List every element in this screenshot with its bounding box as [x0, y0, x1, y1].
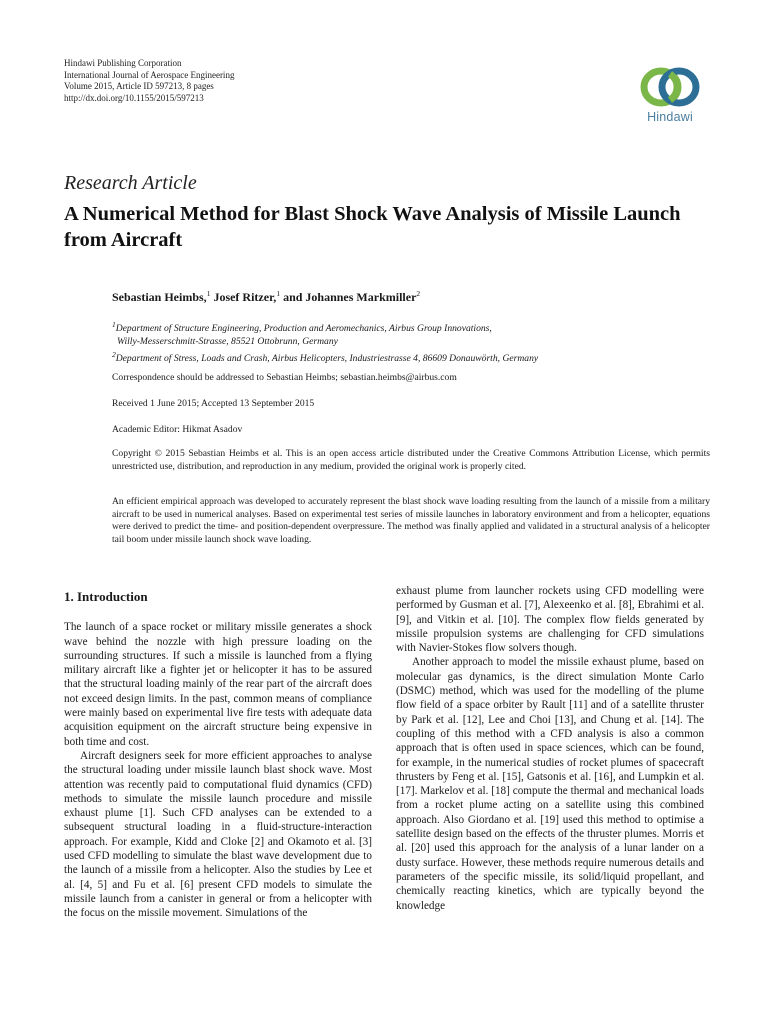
hindawi-logo: [632, 66, 708, 124]
article-type: Research Article: [64, 172, 197, 194]
doi-link[interactable]: http://dx.doi.org/10.1155/2015/597213: [64, 92, 204, 103]
affiliation-1: $^1$Department of Structure Engineering, Production and Aeromechanics, Airbus Group Innovations,: [112, 320, 492, 335]
author-list: [112, 289, 420, 305]
academic-editor: Academic Editor: Hikmat Asadov: [112, 424, 243, 435]
received-dates: Received 1 June 2015; Accepted 13 September 2015: [112, 398, 315, 409]
section-heading: 1. Introduction: [64, 589, 148, 604]
author-name[interactable]: Sebastian Heimbs,: [112, 290, 207, 304]
paragraph: exhaust plume from launcher rockets using CFD modelling were performed by Gusman et al. [7], Alexeenko et al. [8], Ebrahimi et al. [9], and Vitkin et al. [10]. The complex flow fields generated by missile propulsion systems are challenging for CFD simulations with Navier-Stokes flow solvers though.: [396, 585, 704, 655]
journal-name: International Journal of Aerospace Engineering: [64, 69, 235, 80]
affiliation-marker: 1: [276, 289, 281, 298]
affiliation-marker: 1: [206, 289, 211, 298]
left-column: [64, 584, 372, 921]
volume-info: Volume 2015, Article ID 597213, 8 pages: [64, 81, 214, 91]
correspondence: Correspondence should be addressed to Sebastian Heimbs; sebastian.heimbs@airbus.com: [112, 372, 457, 383]
author-name[interactable]: Josef Ritzer,: [210, 290, 277, 304]
logo-text: Hindawi: [647, 110, 693, 124]
paragraph: Aircraft designers seek for more efficient approaches to analyse the structural loading under missile launch blast shock wave. Most attention was recently paid to computational fluid dynamics (CFD) methods to simulate the missile launch procedure and missile exhaust plume [1]. Such CFD analyses can be extended to a subsequent structural loading in a fluid-structure-interaction approach. For example, Kidd and Cloke [2] and Okamoto et al. [3] used CFD modelling to simulate the blast wave development due to the launch of a missile from a helicopter. Also the studies by Lee et al. [4, 5] and Fu et al. [6] present CFD models to simulate the missile launch from a canister in general or from a helicopter with the focus on the missile movement. Simulations of the: [64, 749, 372, 920]
publisher-info: [64, 58, 234, 104]
paper-title: A Numerical Method for Blast Shock Wave Analysis of Missile Launch from Aircraft: [64, 203, 681, 251]
right-column: [396, 584, 704, 913]
paragraph: Another approach to model the missile exhaust plume, based on molecular gas dynamics, is the direct simulation Monte Carlo (DSMC) method, which was used for the modelling of the plume flow field of a space orbiter by Rault [11] and of a satellite thruster by Park et al. [12], Lee and Choi [13], and Chung et al. [14]. The coupling of this method with a CFD analysis is also a common approach that is often used in space sciences, which can be found, for example, in the numerical studies of rocket plumes of spacecraft thrusters by Feng et al. [15], Gatsonis et al. [16], and Lumpkin et al. [17]. Markelov et al. [18] compute the thermal and mechanical loads from a rocket plume acting on a satellite using this combined approach. Also Giordano et al. [19] used this method to optimise a satellite design based on the effects of the thruster plumes. Morris et al. [20] used this approach for the analysis of a lunar lander on a dusty surface. However, these methods require numerous details and parameters of the specific missile, its solid/liquid propellant, and chemically reacting kinetics, which are typically beyond the knowledge: [396, 656, 704, 912]
affiliation-2: $^2$Department of Stress, Loads and Crash, Airbus Helicopters, Industriestrasse 4, 86609 Donauwörth, Germany: [112, 350, 539, 365]
copyright-notice: Copyright © 2015 Sebastian Heimbs et al. This is an open access article distributed under the Creative Commons Attribution License, which permits unrestricted use, distribution, and reproduction in any medium, provided the original work is properly cited.: [112, 448, 710, 472]
paragraph: The launch of a space rocket or military missile generates a shock wave behind the nozzle with high pressure loading on the surrounding structures. If such a missile is launched from a flying military aircraft like a fighter jet or helicopter it has to be assured that the structural loading mainly of the rear part of the aircraft does not exceed design limits. In the past, common means of compliance were mainly based on experimental live fire tests with adequate data acquisition equipment on the aircraft structure being expensive in both time and cost.: [64, 621, 372, 748]
affiliation-marker: 2: [416, 289, 421, 298]
publisher-name: Hindawi Publishing Corporation: [64, 58, 182, 68]
affiliations: [112, 318, 712, 365]
affiliation-1-address: Willy-Messerschmitt-Strasse, 85521 Ottobrunn, Germany: [117, 336, 338, 348]
abstract: An efficient empirical approach was developed to accurately represent the blast shock wave loading resulting from the launch of a missile from a military aircraft to be used in numerical analyses. Based on experimental test series of missile launches in laboratory environment and from a helicopter, equations were derived to predict the time- and position-dependent overpressure. The method was finally applied and validated in a structural analysis of a helicopter tail boom under missile launch shock wave loading.: [112, 496, 710, 545]
hindawi-rings-icon: [639, 66, 701, 108]
author-name[interactable]: and Johannes Markmiller: [280, 290, 417, 304]
